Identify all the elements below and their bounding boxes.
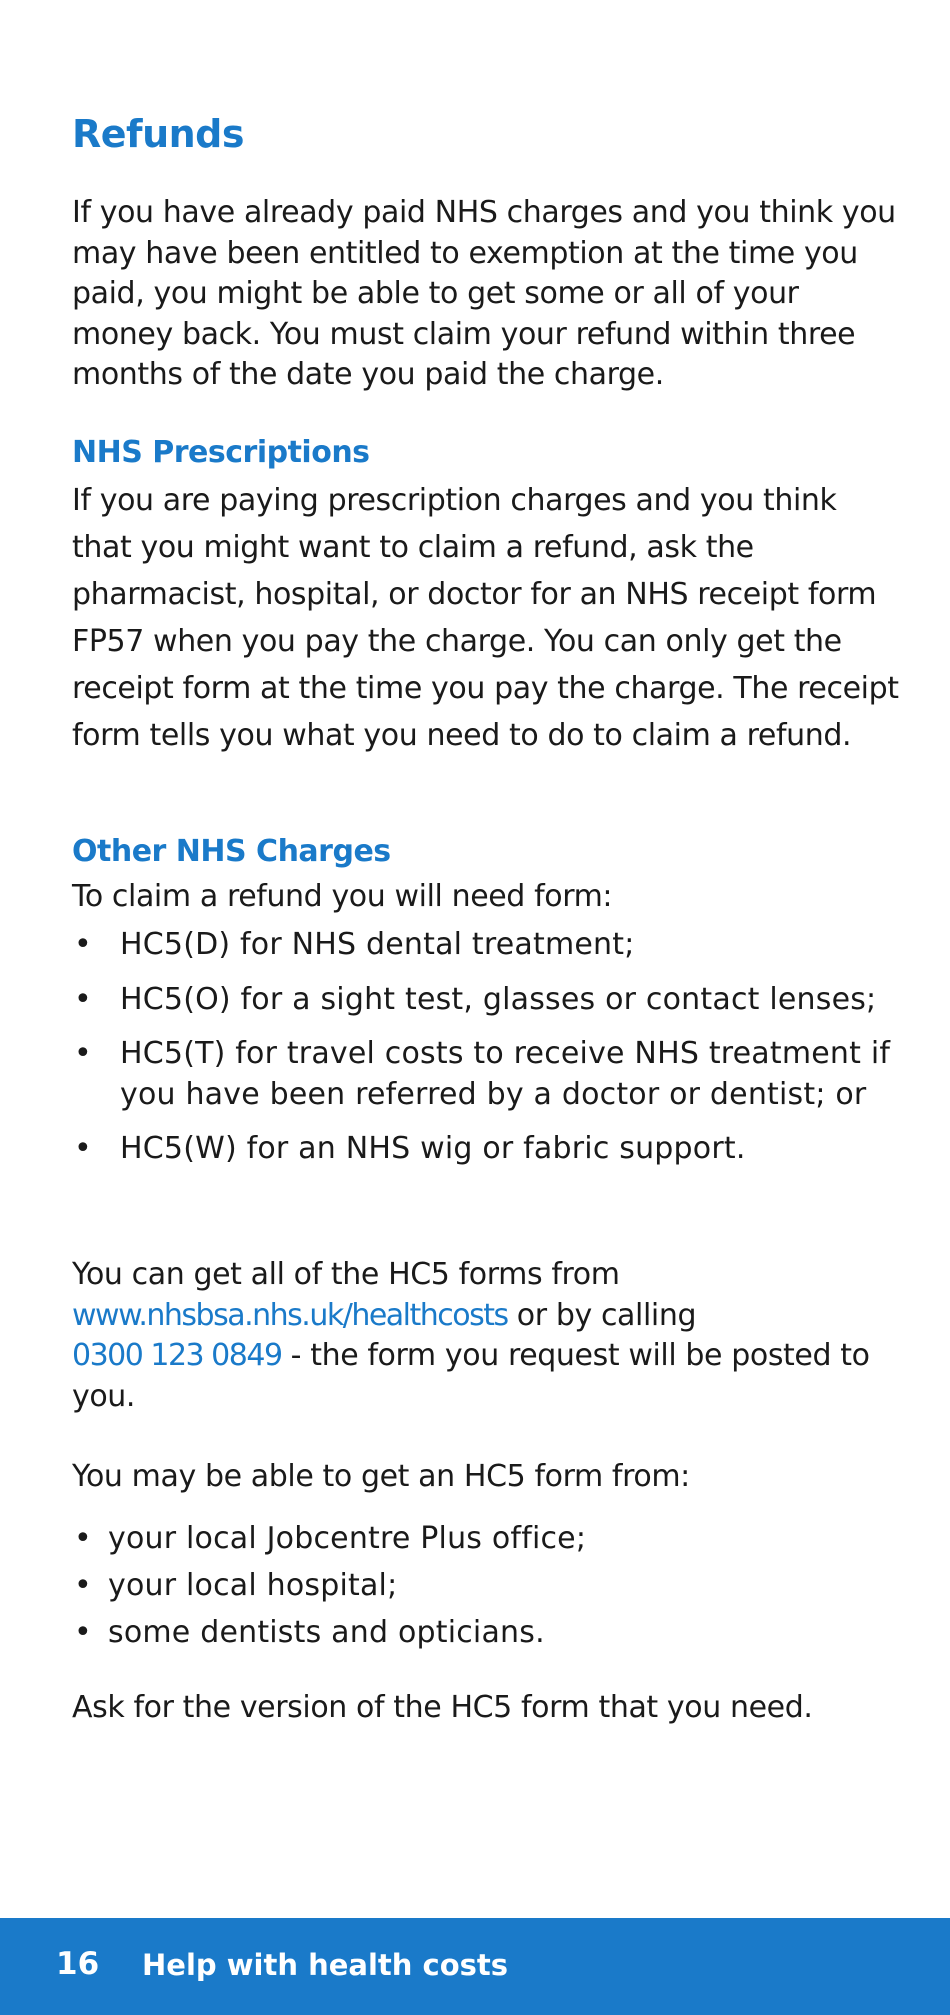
footer-title: Help with health costs (142, 1948, 508, 1982)
where-list (72, 1515, 902, 1656)
list-item-text: HC5(D) for NHS dental treatment; (120, 927, 635, 962)
prescriptions-paragraph: If you are paying prescription charges and you think that you might want to claim a refund, ask the pharmacist, hospital, or doctor for an NHS receipt form FP57 when you pay the charge. You can only get the receipt form at the time you pay the charge. The receipt form tells you what you need to do to claim a refund. (72, 483, 899, 753)
bullet-icon: • (74, 1521, 92, 1556)
other-charges-heading: Other NHS Charges (72, 834, 391, 869)
phone-number-link[interactable]: 0300 123 0849 (72, 1338, 282, 1373)
page-footer (0, 1918, 950, 2015)
list-item-text: your local Jobcentre Plus office; (108, 1521, 587, 1556)
bullet-icon: • (74, 927, 92, 962)
page-title: Refunds (72, 112, 244, 156)
list-item-text: HC5(O) for a sight test, glasses or contact lenses; (120, 981, 877, 1017)
hc5-form-list (72, 925, 902, 1170)
bullet-icon: • (74, 1615, 92, 1650)
list-item (72, 1129, 902, 1170)
prescriptions-heading: NHS Prescriptions (72, 435, 370, 470)
list-item (72, 1609, 902, 1656)
list-item (72, 980, 902, 1021)
list-item-text: HC5(W) for an NHS wig or fabric support. (120, 1131, 746, 1166)
list-item (72, 1562, 902, 1609)
page-number: 16 (56, 1946, 100, 1982)
list-item (72, 925, 902, 966)
bullet-icon: • (74, 981, 92, 1017)
list-item-text: some dentists and opticians. (108, 1615, 545, 1650)
list-item-text: HC5(T) for travel costs to receive NHS treatment if you have been referred by a doctor or dentist; or (120, 1036, 891, 1112)
other-charges-lead: To claim a refund you will need form: (72, 879, 613, 914)
bullet-icon: • (74, 1568, 92, 1603)
bullet-icon: • (74, 1036, 92, 1071)
closing-paragraph: Ask for the version of the HC5 form that you need. (72, 1690, 813, 1725)
forms-text-3: - the form you request will be posted to you. (72, 1338, 870, 1414)
forms-text-2: or by calling (507, 1297, 697, 1333)
healthcosts-link[interactable]: www.nhsbsa.nhs.uk/healthcosts (72, 1297, 508, 1333)
where-lead: You may be able to get an HC5 form from: (72, 1459, 690, 1494)
list-item-text: your local hospital; (108, 1568, 398, 1603)
forms-text-1: You can get all of the HC5 forms from (72, 1257, 620, 1292)
forms-paragraph (72, 1255, 902, 1417)
list-item (72, 1034, 902, 1115)
bullet-icon: • (74, 1131, 92, 1166)
list-item (72, 1515, 902, 1562)
intro-paragraph: If you have already paid NHS charges and you think you may have been entitled to exemption at the time you paid, you might be able to get some or all of your money back. You must claim your refund within three months of the date you paid the charge. (72, 195, 896, 392)
